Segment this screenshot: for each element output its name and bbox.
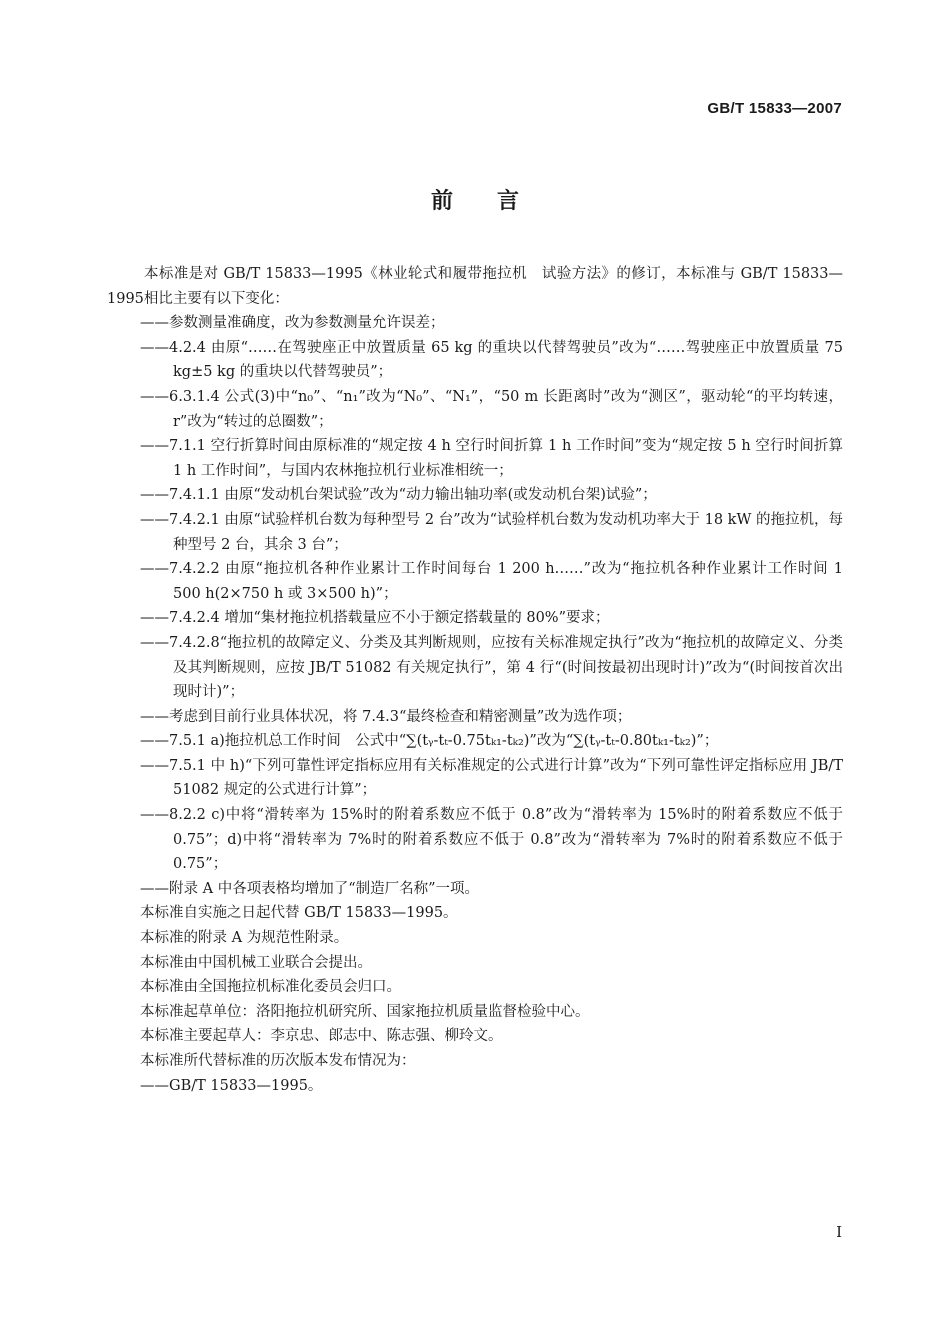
change-item: ——附录 A 中各项表格均增加了“制造厂名称”一项。 bbox=[140, 880, 480, 897]
page-number: I bbox=[836, 1223, 842, 1241]
statement: 本标准所代替标准的历次版本发布情况为： bbox=[140, 1053, 416, 1069]
change-item: ——7.4.2.1 由原“试验样机台数为每种型号 2 台”改为“试验样机台数为发动机功率大于 18 kW 的拖拉机，每种型号 2 台，其余 3 台”； bbox=[140, 511, 843, 553]
change-item: ——7.4.1.1 由原“发动机台架试验”改为“动力输出轴功率(或发动机台架)试验”； bbox=[140, 487, 657, 504]
standard-number: GB/T 15833—2007 bbox=[707, 100, 842, 117]
statement: 本标准起草单位：洛阳拖拉机研究所、国家拖拉机质量监督检验中心。 bbox=[140, 1003, 590, 1020]
foreword-body bbox=[107, 262, 843, 1098]
change-item: ——考虑到目前行业具体状况，将 7.4.3“最终检查和精密测量”改为选作项； bbox=[140, 708, 632, 725]
statement: 本标准由全国拖拉机标准化委员会归口。 bbox=[140, 979, 401, 996]
change-item: ——8.2.2 c)中将“滑转率为 15%时的附着系数应不低于 0.8”改为“滑转率为 15%时的附着系数应不低于 0.75”；d)中将“滑转率为 7%时的附着系数应不低于 0.8”改为“滑转率为 7%时的附着系数应不低于 0.75”； bbox=[140, 807, 843, 873]
change-item: ——参数测量准确度，改为参数测量允许误差； bbox=[140, 315, 445, 332]
change-item: ——7.4.2.2 由原“拖拉机各种作业累计工作时间每台 1 200 h……”改为“拖拉机各种作业累计工作时间 1 500 h(2×750 h 或 3×500 h)”； bbox=[140, 561, 843, 602]
statement: 本标准由中国机械工业联合会提出。 bbox=[140, 954, 372, 971]
change-item: ——4.2.4 由原“……在驾驶座正中放置质量 65 kg 的重块以代替驾驶员”改为“……驾驶座正中放置质量 75 kg±5 kg 的重块以代替驾驶员”； bbox=[140, 339, 843, 381]
change-item: ——7.4.2.4 增加“集材拖拉机搭载量应不小于额定搭载量的 80%”要求； bbox=[140, 610, 610, 627]
statement: 本标准的附录 A 为规范性附录。 bbox=[140, 930, 349, 947]
statement: 本标准自实施之日起代替 GB/T 15833—1995。 bbox=[140, 905, 458, 922]
change-item: ——7.4.2.8“拖拉机的故障定义、分类及其判断规则，应按有关标准规定执行”改为“拖拉机的故障定义、分类及其判断规则，应按 JB/T 51082 有关规定执行”，第 4 行“(时间按最初出现时计)”改为“(时间按首次出现时计)”； bbox=[140, 634, 843, 701]
statement: 本标准主要起草人：李京忠、郎志中、陈志强、柳玲文。 bbox=[140, 1028, 503, 1045]
change-item: ——6.3.1.4 公式(3)中“n₀”、“n₁”改为“N₀”、“N₁”，“50 m 长距离时”改为“测区”，驱动轮“的平均转速，r”改为“转过的总圈数”； bbox=[140, 388, 843, 430]
page-title: 前言 bbox=[430, 189, 563, 214]
change-item: ——7.1.1 空行折算时间由原标准的“规定按 4 h 空行时间折算 1 h 工作时间”变为“规定按 5 h 空行时间折算 1 h 工作时间”，与国内农林拖拉机行业标准相统一； bbox=[140, 438, 843, 479]
history-item: ——GB/T 15833—1995。 bbox=[140, 1077, 323, 1094]
change-item: ——7.5.1 中 h)“下列可靠性评定指标应用有关标准规定的公式进行计算”改为“下列可靠性评定指标应用 JB/T 51082 规定的公式进行计算”； bbox=[140, 757, 843, 799]
intro-paragraph: 本标准是对 GB/T 15833—1995《林业轮式和履带拖拉机 试验方法》的修订，本标准与 GB/T 15833—1995相比主要有以下变化： bbox=[107, 266, 843, 307]
change-item: ——7.5.1 a)拖拉机总工作时间 公式中“∑(tᵧ-tₜ-0.75tₖ₁-tₖ₂)”改为“∑(tᵧ-tₜ-0.80tₖ₁-tₖ₂)”； bbox=[140, 733, 719, 750]
